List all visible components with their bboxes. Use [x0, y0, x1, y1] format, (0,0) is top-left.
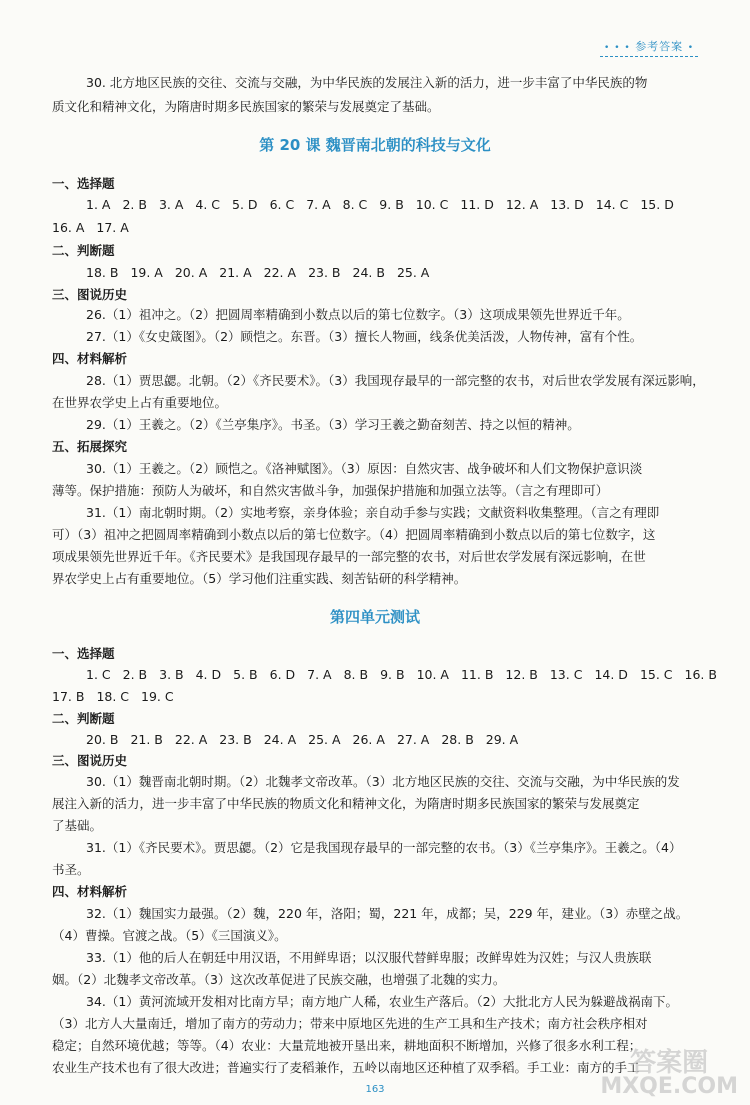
answer: 1. A — [86, 197, 111, 212]
answer: 24. A — [263, 732, 297, 747]
answer: 14. D — [594, 667, 628, 682]
answer: 25. A — [396, 265, 430, 280]
answer: 21. A — [219, 265, 252, 280]
answer: 15. C — [639, 667, 673, 682]
answer: 22. A — [263, 265, 297, 280]
unit-mc-row-1 — [86, 666, 729, 684]
lesson-q28-line-1: 28.（1）贾思勰。北朝。（2）《齐民要术》。（3）我国现存最早的一部完整的农书，对后世农学发展有深远影响， — [86, 373, 705, 388]
answer: 2. B — [122, 667, 148, 682]
lesson-q30-line-1: 30.（1）王羲之。（2）顾恺之。《洛神赋图》。（3）原因：自然灾害、战争破坏和人们文物保护意识淡 — [86, 461, 643, 476]
answer: 8. C — [342, 197, 368, 212]
answer: 18. C — [96, 689, 130, 704]
lesson-section-choice: 一、选择题 — [52, 176, 115, 191]
unit-tf-row — [86, 731, 530, 749]
unit-q30-line-2: 展注入新的活力，进一步丰富了中华民族的物质文化和精神文化，为隋唐时期多民族国家的繁荣与发展奠定 — [52, 796, 640, 811]
answer: 19. A — [130, 265, 163, 280]
answer: 6. D — [269, 667, 296, 682]
answer: 20. B — [86, 732, 119, 747]
lesson-q26: 26.（1）祖冲之。（2）把圆周率精确到小数点以后的第七位数字。（3）这项成果领先世界近千年。 — [86, 307, 630, 322]
lesson-section-judge: 二、判断题 — [52, 243, 115, 258]
lesson-q31-line-2: 可）（3）祖冲之把圆周率精确到小数点以后的第七位数字。（4）把圆周率精确到小数点以后的第七位数字，这 — [52, 527, 656, 542]
answer: 5. B — [233, 667, 258, 682]
answer: 16. B — [684, 667, 717, 682]
answer: 4. C — [195, 197, 221, 212]
unit-q34-line-3: 稳定；自然环境优越；等等。（4）农业：大量荒地被开垦出来，耕地面积不断增加，兴修了很多水利工程； — [52, 1038, 642, 1053]
lesson-q31-line-3: 项成果领先世界近千年。《齐民要术》是我国现存最早的一部完整的农书，对后世农学发展有深远影响，在世 — [52, 549, 646, 564]
answer: 23. B — [308, 265, 341, 280]
answer: 20. A — [174, 265, 208, 280]
answer: 22. A — [174, 732, 208, 747]
answer: 4. D — [195, 667, 222, 682]
lesson-q30-line-2: 薄等。保护措施：预防人为破坏，和自然灾害做斗争，加强保护措施和加强立法等。（言之有理即可） — [52, 483, 609, 498]
unit-section-judge: 二、判断题 — [52, 711, 115, 726]
lesson-mc-row-1 — [86, 196, 686, 214]
unit-q32-line-1: 32.（1）魏国实力最强。（2）魏，220 年，洛阳；蜀，221 年，成都；吴，229 年，建业。（3）赤壁之战。 — [86, 906, 689, 921]
dots-icon: • • • — [604, 43, 631, 53]
watermark-line-1: 答案圈 — [630, 1048, 709, 1078]
answer: 9. B — [379, 197, 404, 212]
lesson-q27: 27.（1）《女史箴图》。（2）顾恺之。东晋。（3）擅长人物画，线条优美活泼，人物传神，富有个性。 — [86, 329, 643, 344]
unit-q33-line-1: 33.（1）他的后人在朝廷中用汉语，不用鲜卑语；以汉服代替鲜卑服；改鲜卑姓为汉姓；与汉人贵族联 — [86, 950, 652, 965]
lesson-q31-line-4: 界农学史上占有重要地位。（5）学习他们注重实践、刻苦钻研的科学精神。 — [52, 571, 467, 586]
answer: 14. C — [595, 197, 629, 212]
site-watermark — [600, 1048, 738, 1099]
unit-q31-line-2: 书圣。 — [52, 862, 90, 877]
answer: 2. B — [122, 197, 147, 212]
page-number: 163 — [365, 1084, 385, 1095]
answer: 5. D — [232, 197, 258, 212]
answer: 17. A — [96, 220, 129, 235]
answer: 7. A — [306, 197, 331, 212]
answer: 28. B — [441, 732, 474, 747]
answer: 11. B — [460, 667, 494, 682]
answer: 25. A — [308, 732, 341, 747]
lesson-q29: 29.（1）王羲之。（2）《兰亭集序》。书圣。（3）学习王羲之勤奋刻苦、持之以恒的精神。 — [86, 417, 580, 432]
lesson-q31-line-1: 31.（1）南北朝时期。（2）实地考察，亲身体验；亲自动手参与实践；文献资料收集整理。（言之有理即 — [86, 505, 660, 520]
lesson-section-picture: 三、图说历史 — [52, 287, 128, 302]
lesson-section-explore: 五、拓展探究 — [52, 439, 128, 454]
answer-key-tag: • • • 参考答案 • — [600, 38, 698, 57]
unit-q31-line-1: 31.（1）《齐民要术》。贾思勰。（2）它是我国现存最早的一部完整的农书。（3）《兰亭集序》。王羲之。（4） — [86, 840, 682, 855]
answer: 16. A — [52, 220, 85, 235]
answer: 29. A — [485, 732, 519, 747]
unit-q34-line-2: （3）北方人大量南迁，增加了南方的劳动力；带来中原地区先进的生产工具和生产技术；南方社会秩序相对 — [52, 1016, 648, 1031]
answer: 11. D — [460, 197, 494, 212]
answer: 6. C — [269, 197, 295, 212]
answer: 7. A — [307, 667, 332, 682]
answer: 12. B — [505, 667, 538, 682]
lesson-title: 第 20 课 魏晋南北朝的科技与文化 — [259, 136, 491, 154]
unit-q32-line-2: （4）曹操。官渡之战。（5）《三国演义》。 — [52, 928, 287, 943]
answer: 1. C — [86, 667, 111, 682]
watermark-line-2: MXQE.COM — [600, 1074, 738, 1099]
lesson-section-material: 四、材料解析 — [52, 351, 128, 366]
answer: 12. A — [505, 197, 539, 212]
answer: 10. A — [416, 667, 449, 682]
unit-q30-line-1: 30.（1）魏晋南北朝时期。（2）北魏孝文帝改革。（3）北方地区民族的交往、交流与交融，为中华民族的发 — [86, 774, 680, 789]
unit-mc-row-2 — [52, 688, 186, 706]
answer: 26. A — [352, 732, 385, 747]
unit-section-picture: 三、图说历史 — [52, 753, 128, 768]
answer: 13. C — [549, 667, 583, 682]
answer: 21. B — [130, 732, 163, 747]
answer: 18. B — [86, 265, 119, 280]
unit-q34-line-1: 34.（1）黄河流域开发相对比南方早；南方地广人稀，农业生产落后。（2）大批北方人民为躲避战祸南下。 — [86, 994, 679, 1009]
answer: 24. B — [352, 265, 385, 280]
dot-icon: • — [687, 43, 694, 53]
answer: 27. A — [396, 732, 430, 747]
unit-section-material: 四、材料解析 — [52, 884, 128, 899]
answer: 3. B — [159, 667, 184, 682]
top-para-line-2: 质文化和精神文化，为隋唐时期多民族国家的繁荣与发展奠定了基础。 — [52, 99, 440, 114]
unit-section-choice: 一、选择题 — [52, 646, 115, 661]
answer: 19. C — [141, 689, 174, 704]
answer: 3. A — [158, 197, 184, 212]
answer: 9. B — [380, 667, 405, 682]
lesson-tf-row — [86, 264, 441, 282]
unit-q30-line-3: 了基础。 — [52, 818, 103, 833]
top-para-line-1: 30. 北方地区民族的交往、交流与交融，为中华民族的发展注入新的活力，进一步丰富了中华民族的物 — [86, 75, 648, 90]
lesson-q28-line-2: 在世界农学史上占有重要地位。 — [52, 395, 228, 410]
unit-title: 第四单元测试 — [329, 608, 420, 626]
answer: 10. C — [415, 197, 449, 212]
answer: 13. D — [550, 197, 584, 212]
answer: 8. B — [343, 667, 369, 682]
answer: 15. D — [640, 197, 674, 212]
unit-q34-line-4: 农业生产技术也有了很大改进；普遍实行了麦稻兼作，五岭以南地区还种植了双季稻。手工业：南方的手工 — [52, 1060, 640, 1075]
unit-q33-line-2: 姻。（2）北魏孝文帝改革。（3）这次改革促进了民族交融，也增强了北魏的实力。 — [52, 972, 506, 987]
answer: 17. B — [52, 689, 85, 704]
answer: 23. B — [219, 732, 252, 747]
lesson-mc-row-2 — [52, 219, 141, 237]
